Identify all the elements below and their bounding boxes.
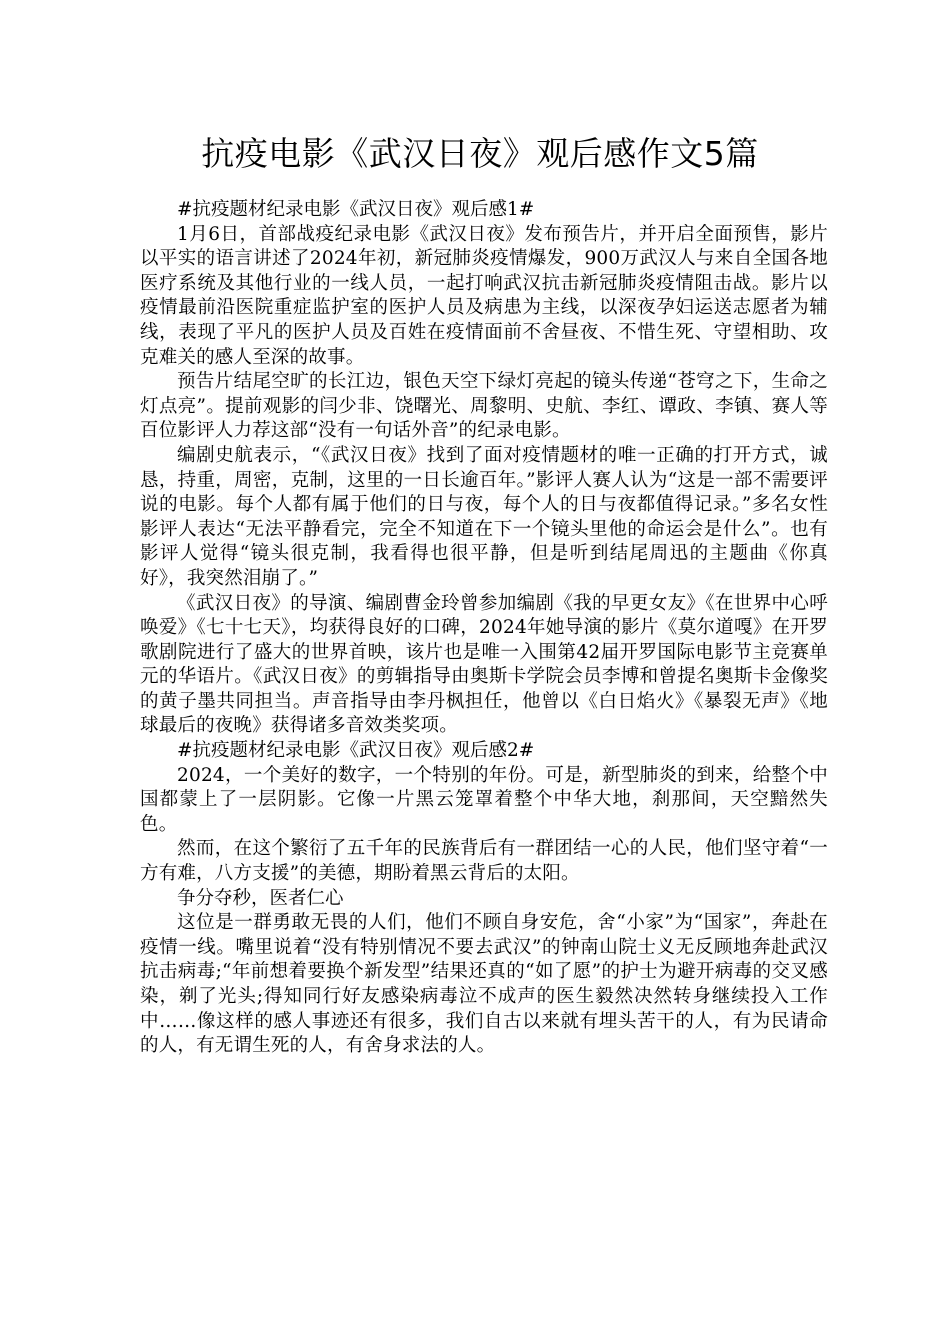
paragraph: 预告片结尾空旷的长江边，银色天空下绿灯亮起的镜头传递“苍穹之下，生命之灯点亮”。提前观影的闫少非、饶曙光、周黎明、史航、李红、谭政、李镇、赛人等百位影评人力荐这部“没有一句话外音”的纪录电影。 (140, 371, 828, 442)
paragraph: 编剧史航表示，“《武汉日夜》找到了面对疫情题材的唯一正确的打开方式，诚恳，持重，周密，克制，这里的一日长逾百年。”影评人赛人认为“这是一部不需要评说的电影。每个人都有属于他们的日与夜，每个人的日与夜都值得记录。”多名女性影评人表达“无法平静看完，完全不知道在下一个镜头里他的命运会是什么”。也有影评人觉得“镜头很克制，我看得也很平静，但是听到结尾周迅的主题曲《你真好》，我突然泪崩了。” (140, 444, 828, 589)
paragraph: 1月6日，首部战疫纪录电影《武汉日夜》发布预告片，并开启全面预售，影片以平实的语言讲述了2024年初，新冠肺炎疫情爆发，900万武汉人与来自全国各地医疗系统及其他行业的一线人员，一起打响武汉抗击新冠肺炎疫情阻击战。影片以疫情最前沿医院重症监护室的医护人员及病患为主线，以深夜孕妇运送志愿者为辅线，表现了平凡的医护人员及百姓在疫情面前不舍昼夜、不惜生死、守望相助、攻克难关的感人至深的故事。 (140, 223, 828, 368)
section-heading-2: #抗疫题材纪录电影《武汉日夜》观后感2# (177, 740, 535, 762)
subheading: 争分夺秒，医者仁心 (177, 887, 344, 909)
document-page (140, 120, 828, 1059)
paragraph: 2024，一个美好的数字，一个特别的年份。可是，新型肺炎的到来，给整个中国都蒙上了一层阴影。它像一片黑云笼罩着整个中华大地，刹那间，天空黯然失色。 (140, 764, 828, 835)
page-title: 抗疫电影《武汉日夜》观后感作文5篇 (201, 134, 759, 173)
document-body (140, 198, 828, 1059)
paragraph: 这位是一群勇敢无畏的人们，他们不顾自身安危，舍“小家”为“国家”，奔赴在疫情一线。嘴里说着“没有特别情况不要去武汉”的钟南山院士义无反顾地奔赴武汉抗击病毒;“年前想着要换个新发型”结果还真的“如了愿”的护士为避开病毒的交叉感染，剃了光头;得知同行好友感染病毒泣不成声的医生毅然决然转身继续投入工作中……像这样的感人事迹还有很多，我们自古以来就有埋头苦干的人，有为民请命的人，有无谓生死的人，有舍身求法的人。 (140, 912, 828, 1057)
paragraph: 然而，在这个繁衍了五千年的民族背后有一群团结一心的人民，他们坚守着“一方有难，八方支援”的美德，期盼着黑云背后的太阳。 (140, 838, 828, 885)
paragraph: 《武汉日夜》的导演、编剧曹金玲曾参加编剧《我的早更女友》《在世界中心呼唤爱》《七十七天》，均获得良好的口碑，2024年她导演的影片《莫尔道嘎》在开罗歌剧院进行了盛大的世界首映，该片也是唯一入围第42届开罗国际电影节主竞赛单元的华语片。《武汉日夜》的剪辑指导由奥斯卡学院会员李博和曾提名奥斯卡金像奖的黄子墨共同担当。声音指导由李丹枫担任，他曾以《白日焰火》《暴裂无声》《地球最后的夜晚》获得诸多音效类奖项。 (140, 592, 828, 737)
section-heading-1: #抗疫题材纪录电影《武汉日夜》观后感1# (177, 199, 535, 220)
